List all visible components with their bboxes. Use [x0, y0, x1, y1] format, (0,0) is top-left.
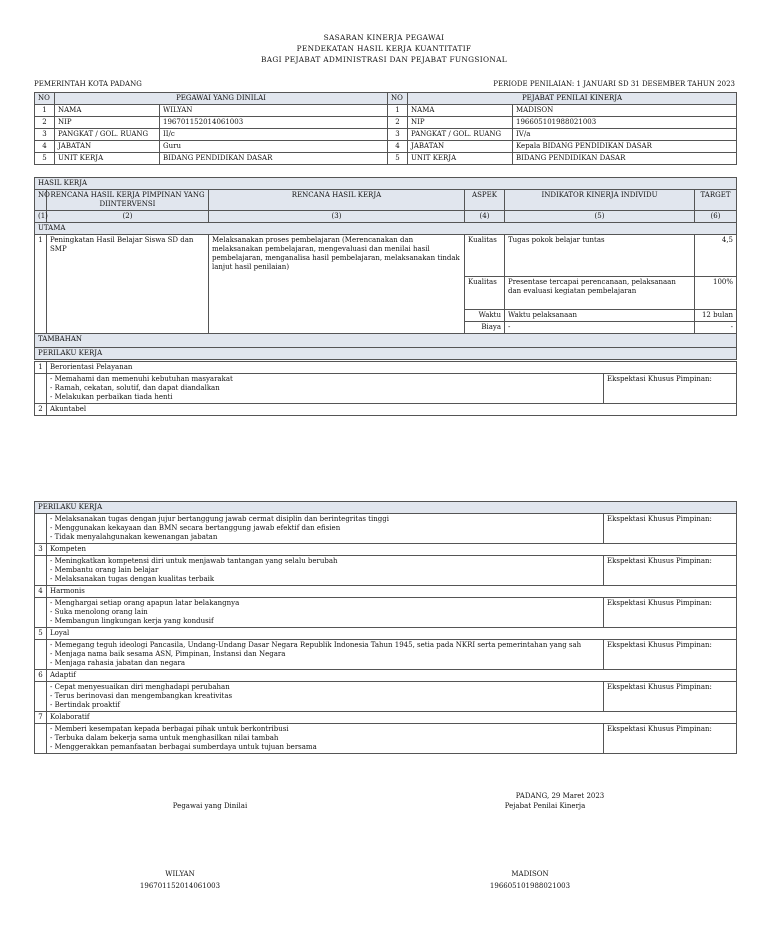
identity-table	[34, 92, 737, 165]
identity-row	[35, 141, 737, 153]
perilaku-no: 5	[35, 628, 47, 640]
pegawai-nip: 196701152014061003	[139, 882, 221, 890]
perilaku-no: 7	[35, 712, 47, 724]
id-right-value: 196605101988021003	[513, 117, 737, 129]
indikator-target: 12 bulan	[695, 310, 737, 322]
col-number: (3)	[209, 211, 465, 223]
perilaku-items-row	[35, 598, 737, 628]
indikator-aspek: Kualitas	[465, 235, 505, 277]
perilaku-title: Berorientasi Pelayanan	[47, 362, 737, 374]
perilaku-no: 3	[35, 544, 47, 556]
id-right-value: IV/a	[513, 129, 737, 141]
indikator-text: Tugas pokok belajar tuntas	[505, 235, 695, 277]
pegawai-dinilai-header: PEGAWAI YANG DINILAI	[55, 93, 388, 105]
perilaku-item: - Bertindak proaktif	[50, 701, 121, 709]
perilaku-items	[47, 514, 604, 544]
id-label: NIP	[408, 117, 513, 129]
id-no: 5	[35, 153, 55, 165]
col-header: ASPEK	[465, 190, 505, 211]
perilaku-title-row	[35, 712, 737, 724]
perilaku-title-row	[35, 404, 737, 416]
col-number: (4)	[465, 211, 505, 223]
id-no: 4	[388, 141, 408, 153]
id-left-value: Guru	[160, 141, 388, 153]
id-no: 1	[35, 105, 55, 117]
ekspektasi-pimpinan: Ekspektasi Khusus Pimpinan:	[604, 374, 737, 404]
id-label: JABATAN	[408, 141, 513, 153]
pegawai-name: WILYAN	[165, 870, 195, 878]
indikator-target: -	[695, 322, 737, 334]
perilaku-item: - Suka menolong orang lain	[50, 608, 148, 616]
hasil-kerja-section-title: HASIL KERJA	[35, 178, 737, 190]
id-left-value: WILYAN	[160, 105, 388, 117]
perilaku-title-row	[35, 628, 737, 640]
perilaku-items	[47, 682, 604, 712]
id-no: 3	[388, 129, 408, 141]
rencana-pimpinan: Peningkatan Hasil Belajar Siswa SD dan SMP	[47, 235, 209, 334]
perilaku-item: - Memegang teguh ideologi Pancasila, Undang-Undang Dasar Negara Republik Indonesia Tahun 1945, setia pada NKRI serta pemerintahan yang sah	[50, 641, 582, 649]
pejabat-name: MADISON	[511, 870, 549, 878]
perilaku-item: - Menggunakan kekayaan dan BMN secara bertanggung jawab efektif dan efisien	[50, 524, 341, 532]
id-no: 5	[388, 153, 408, 165]
id-right-value: BIDANG PENDIDIKAN DASAR	[513, 153, 737, 165]
perilaku-items-row	[35, 724, 737, 754]
perilaku-item: - Melakukan perbaikan tiada henti	[50, 393, 173, 401]
instansi-label: PEMERINTAH KOTA PADANG	[34, 80, 142, 88]
ekspektasi-pimpinan: Ekspektasi Khusus Pimpinan:	[604, 640, 737, 670]
ekspektasi-pimpinan: Ekspektasi Khusus Pimpinan:	[604, 514, 737, 544]
perilaku-title-row	[35, 586, 737, 598]
perilaku-item: - Tidak menyalahgunakan kewenangan jabatan	[50, 533, 218, 541]
periode-label: PERIODE PENILAIAN: 1 JANUARI SD 31 DESEMBER TAHUN 2023	[493, 80, 735, 88]
indikator-aspek: Biaya	[465, 322, 505, 334]
perilaku-items	[47, 374, 604, 404]
doc-title-line2: PENDEKATAN HASIL KERJA KUANTITATIF	[296, 44, 472, 53]
id-label: NAMA	[55, 105, 160, 117]
indikator-target: 100%	[695, 277, 737, 310]
id-label: PANGKAT / GOL. RUANG	[55, 129, 160, 141]
utama-label: UTAMA	[35, 223, 737, 235]
id-label: NAMA	[408, 105, 513, 117]
perilaku-title: Harmonis	[47, 586, 737, 598]
perilaku-no: 2	[35, 404, 47, 416]
perilaku-item: - Ramah, cekatan, solutif, dan dapat diandalkan	[50, 384, 220, 392]
ekspektasi-pimpinan: Ekspektasi Khusus Pimpinan:	[604, 724, 737, 754]
perilaku-item: - Membangun lingkungan kerja yang kondusif	[50, 617, 214, 625]
id-left-value: 196701152014061003	[160, 117, 388, 129]
identity-row	[35, 105, 737, 117]
identity-row	[35, 153, 737, 165]
perilaku-items-row	[35, 556, 737, 586]
perilaku-no: 1	[35, 362, 47, 374]
perilaku-item: - Melaksanakan tugas dengan jujur bertanggung jawab cermat disiplin dan berintegritas tinggi	[50, 515, 389, 523]
identity-header-row	[35, 93, 737, 105]
id-left-value: BIDANG PENDIDIKAN DASAR	[160, 153, 388, 165]
id-no-header-left: NO	[35, 93, 55, 105]
tambahan-label: TAMBAHAN	[35, 334, 737, 348]
perilaku-items	[47, 640, 604, 670]
col-number: (1)	[35, 211, 47, 223]
perilaku-item: - Memahami dan memenuhi kebutuhan masyarakat	[50, 375, 233, 383]
rencana-hasil-kerja: Melaksanakan proses pembelajaran (Merencanakan dan melaksanakan pembelajaran, mengevaluasi dan menilai hasil pembelajaran, menganalisa hasil pembelajaran, melaksanakan tindak lanjut hasil penilaian)	[209, 235, 465, 334]
indikator-text: -	[505, 322, 695, 334]
indikator-aspek: Waktu	[465, 310, 505, 322]
perilaku-title-row	[35, 544, 737, 556]
perilaku-item: - Terus berinovasi dan mengembangkan kreativitas	[50, 692, 233, 700]
col-header: RENCANA HASIL KERJA	[209, 190, 465, 211]
doc-title-line1: SASARAN KINERJA PEGAWAI	[323, 33, 445, 42]
perilaku-title: Loyal	[47, 628, 737, 640]
pejabat-nip: 196605101988021003	[489, 882, 571, 890]
pejabat-penilai-header: PEJABAT PENILAI KINERJA	[408, 93, 737, 105]
hasil-kerja-column-headers	[35, 190, 737, 211]
perilaku-title: Adaptif	[47, 670, 737, 682]
perilaku-table-page2	[34, 501, 737, 754]
col-header: RENCANA HASIL KERJA PIMPINAN YANG DIINTERVENSI	[47, 190, 209, 211]
col-header: TARGET	[695, 190, 737, 211]
col-header: INDIKATOR KINERJA INDIVIDU	[505, 190, 695, 211]
id-no-header-right: NO	[388, 93, 408, 105]
col-number: (2)	[47, 211, 209, 223]
indikator-aspek: Kualitas	[465, 277, 505, 310]
perilaku-item: - Menghargai setiap orang apapun latar belakangnya	[50, 599, 240, 607]
perilaku-no: 6	[35, 670, 47, 682]
perilaku-items	[47, 598, 604, 628]
identity-row	[35, 129, 737, 141]
col-header: NO	[35, 190, 47, 211]
perilaku-items	[47, 724, 604, 754]
ekspektasi-pimpinan: Ekspektasi Khusus Pimpinan:	[604, 598, 737, 628]
perilaku-title-row	[35, 362, 737, 374]
perilaku-items	[47, 556, 604, 586]
perilaku-no: 4	[35, 586, 47, 598]
perilaku-item: - Menjaga rahasia jabatan dan negara	[50, 659, 185, 667]
perilaku-item: - Memberi kesempatan kepada berbagai pihak untuk berkontribusi	[50, 725, 289, 733]
perilaku-item: - Membantu orang lain belajar	[50, 566, 159, 574]
id-label: UNIT KERJA	[55, 153, 160, 165]
perilaku-title: Kompeten	[47, 544, 737, 556]
ekspektasi-pimpinan: Ekspektasi Khusus Pimpinan:	[604, 556, 737, 586]
perilaku-item: - Menggerakkan pemanfaatan berbagai sumberdaya untuk tujuan bersama	[50, 743, 317, 751]
id-no: 4	[35, 141, 55, 153]
perilaku-title-row	[35, 670, 737, 682]
id-label: NIP	[55, 117, 160, 129]
id-label: PANGKAT / GOL. RUANG	[408, 129, 513, 141]
perilaku-item: - Menjaga nama baik sesama ASN, Pimpinan, Instansi dan Negara	[50, 650, 286, 658]
ekspektasi-pimpinan: Ekspektasi Khusus Pimpinan:	[604, 682, 737, 712]
perilaku-item: - Meningkatkan kompetensi diri untuk menjawab tantangan yang selalu berubah	[50, 557, 338, 565]
perilaku-kerja-title: PERILAKU KERJA	[35, 502, 737, 514]
perilaku-item: - Melaksanakan tugas dengan kualitas terbaik	[50, 575, 215, 583]
id-right-value: Kepala BIDANG PENDIDIKAN DASAR	[513, 141, 737, 153]
indikator-target: 4,5	[695, 235, 737, 277]
perilaku-kerja-title: PERILAKU KERJA	[35, 348, 737, 360]
id-label: JABATAN	[55, 141, 160, 153]
perilaku-table-page1	[34, 361, 737, 416]
id-no: 3	[35, 129, 55, 141]
perilaku-items-row	[35, 514, 737, 544]
place-date: PADANG, 29 Maret 2023	[515, 792, 605, 800]
perilaku-item: - Terbuka dalam bekerja sama untuk menghasilkan nilai tambah	[50, 734, 279, 742]
perilaku-item: - Cepat menyesuaikan diri menghadapi perubahan	[50, 683, 230, 691]
identity-row	[35, 117, 737, 129]
perilaku-items-row	[35, 682, 737, 712]
perilaku-items-row	[35, 640, 737, 670]
doc-title-line3: BAGI PEJABAT ADMINISTRASI DAN PEJABAT FUNGSIONAL	[261, 55, 507, 64]
pejabat-role: Pejabat Penilai Kinerja	[504, 802, 586, 810]
id-no: 1	[388, 105, 408, 117]
hasil-kerja-table	[34, 177, 737, 360]
col-number: (5)	[505, 211, 695, 223]
perilaku-title: Akuntabel	[47, 404, 737, 416]
pegawai-role: Pegawai yang Dinilai	[172, 802, 248, 810]
id-no: 2	[35, 117, 55, 129]
hasil-kerja-column-numbers	[35, 211, 737, 223]
indikator-row	[35, 235, 737, 277]
id-right-value: MADISON	[513, 105, 737, 117]
col-number: (6)	[695, 211, 737, 223]
indikator-text: Waktu pelaksanaan	[505, 310, 695, 322]
perilaku-items-row	[35, 374, 737, 404]
id-left-value: II/c	[160, 129, 388, 141]
id-label: UNIT KERJA	[408, 153, 513, 165]
perilaku-title: Kolaboratif	[47, 712, 737, 724]
id-no: 2	[388, 117, 408, 129]
indikator-text: Presentase tercapai perencanaan, pelaksanaan dan evaluasi kegiatan pembelajaran	[505, 277, 695, 310]
hasil-row-no: 1	[35, 235, 47, 334]
